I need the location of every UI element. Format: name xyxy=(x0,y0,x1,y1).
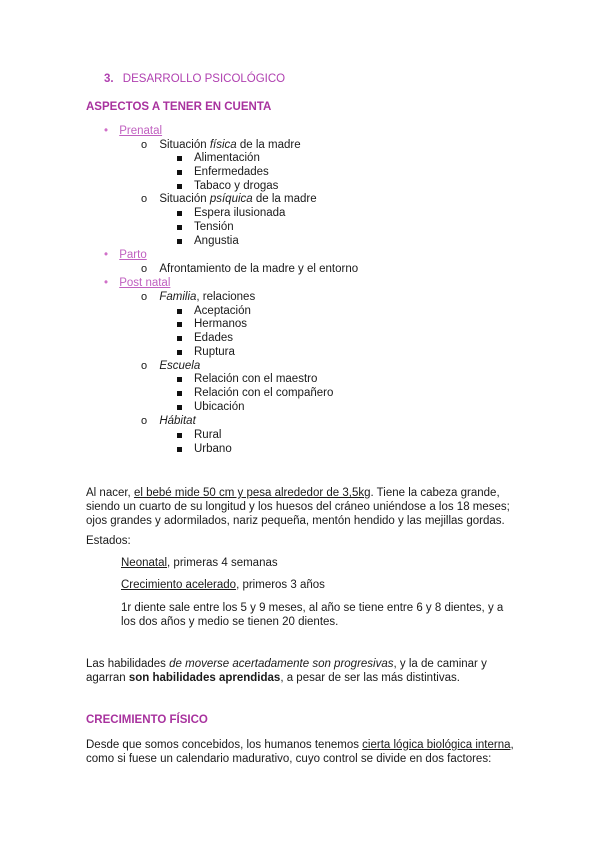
estado-dientes: 1r diente sale entre los 5 y 9 meses, al año se tiene entre 6 y 8 dientes, y a los dos años y medio se tienen 20 dientes. xyxy=(121,602,504,628)
square-bullet-icon xyxy=(177,433,182,438)
estados-label: Estados: xyxy=(86,535,131,547)
text-underlined: el bebé mide 50 cm y pesa alrededor de 3,5kg xyxy=(133,487,371,499)
section-number: 3. xyxy=(104,73,114,85)
square-bullet-icon xyxy=(177,377,182,382)
text: , primeras 4 semanas xyxy=(167,557,278,569)
text: , relaciones xyxy=(196,291,256,303)
text-underlined: Neonatal xyxy=(121,557,168,569)
square-bullet-icon xyxy=(177,322,182,327)
bullet-icon: • xyxy=(104,277,109,289)
text-italic: Familia xyxy=(159,291,197,303)
text: de la madre xyxy=(236,139,301,151)
list-item-text: Edades xyxy=(194,332,234,344)
list-item-text: Angustia xyxy=(194,235,239,247)
square-bullet-icon xyxy=(177,447,182,452)
square-bullet-icon xyxy=(177,225,182,230)
list-item-text: Espera ilusionada xyxy=(194,207,286,219)
circle-bullet-icon: o xyxy=(141,263,148,275)
text-italic: psíquica xyxy=(209,193,253,205)
bullet-icon: • xyxy=(104,125,109,137)
circle-bullet-icon: o xyxy=(141,139,148,151)
text: Afrontamiento de la madre y el entorno xyxy=(159,263,359,275)
text: , como si fuese un calendario madurativo, cuyo control se divide en dos factores: xyxy=(86,739,514,765)
list-item xyxy=(177,373,317,385)
text-bold: son habilidades aprendidas xyxy=(128,672,281,684)
square-bullet-icon xyxy=(177,350,182,355)
text-underlined: Crecimiento acelerado xyxy=(121,579,237,591)
list-item-text: Tabaco y drogas xyxy=(194,180,279,192)
circle-bullet-icon: o xyxy=(141,193,148,205)
list-item xyxy=(177,305,251,317)
estado-crecimiento xyxy=(121,579,325,591)
outline-label-prenatal: Prenatal xyxy=(119,125,163,137)
text: , primeros 3 años xyxy=(236,579,325,591)
square-bullet-icon xyxy=(177,170,182,175)
growth-heading: CRECIMIENTO FÍSICO xyxy=(86,714,208,726)
square-bullet-icon xyxy=(177,309,182,314)
square-bullet-icon xyxy=(177,211,182,216)
outline-subitem-psiquica xyxy=(141,193,317,205)
text: , a pesar de ser las más distintivas. xyxy=(280,672,460,684)
text-italic: Escuela xyxy=(159,360,201,372)
list-item-text: Rural xyxy=(194,429,222,441)
list-item xyxy=(177,180,278,192)
skills-paragraph xyxy=(86,657,526,685)
text: , y la de caminar y agarran xyxy=(86,658,487,684)
text: Las habilidades xyxy=(86,658,170,670)
text: Situación xyxy=(159,193,210,205)
section-heading xyxy=(104,73,285,85)
list-item xyxy=(177,207,285,219)
outline-subitem-escuela xyxy=(141,360,200,372)
outline-item-prenatal xyxy=(104,125,162,137)
circle-bullet-icon: o xyxy=(141,360,148,372)
list-item-text: Aceptación xyxy=(194,305,251,317)
outline-subitem-familia xyxy=(141,291,255,303)
outline-label-postnatal: Post natal xyxy=(119,277,171,289)
square-bullet-icon xyxy=(177,391,182,396)
list-item-text: Enfermedades xyxy=(194,166,269,178)
list-item-text: Hermanos xyxy=(194,318,248,330)
list-item xyxy=(177,401,245,413)
list-item xyxy=(177,387,333,399)
growth-paragraph xyxy=(86,738,526,766)
square-bullet-icon xyxy=(177,156,182,161)
outline-subitem-afrontamiento xyxy=(141,263,358,275)
outline-subitem-habitat xyxy=(141,415,196,427)
list-item-text: Urbano xyxy=(194,443,232,455)
outline-item-postnatal xyxy=(104,277,170,289)
text: Al nacer, xyxy=(86,487,134,499)
list-item xyxy=(177,346,235,358)
list-item-text: Tensión xyxy=(194,221,234,233)
text-italic: de moverse acertadamente son progresivas xyxy=(169,658,394,670)
text: Situación xyxy=(159,139,210,151)
list-item-text: Alimentación xyxy=(194,152,260,164)
list-item xyxy=(177,332,233,344)
square-bullet-icon xyxy=(177,405,182,410)
outline-label-parto: Parto xyxy=(119,249,147,261)
section-title: DESARROLLO PSICOLÓGICO xyxy=(122,73,286,85)
text: de la madre xyxy=(252,193,317,205)
list-item xyxy=(177,166,269,178)
square-bullet-icon xyxy=(177,184,182,189)
text: Desde que somos concebidos, los humanos tenemos xyxy=(86,739,363,751)
outline-subitem-fisica xyxy=(141,139,301,151)
list-item-text: Ruptura xyxy=(194,346,235,358)
circle-bullet-icon: o xyxy=(141,415,148,427)
square-bullet-icon xyxy=(177,239,182,244)
list-item xyxy=(177,443,232,455)
circle-bullet-icon: o xyxy=(141,291,148,303)
text: . Tiene la cabeza grande, siendo un cuarto de su longitud y los huesos del cráneo uniéndose a los 18 meses; ojos grandes y adormilados, nariz pequeña, mentón hendido y las mejillas gordas. xyxy=(86,487,510,527)
list-item xyxy=(177,429,221,441)
outline-item-parto xyxy=(104,249,147,261)
aspects-heading: ASPECTOS A TENER EN CUENTA xyxy=(86,101,272,113)
text-italic: Hábitat xyxy=(159,415,196,427)
list-item xyxy=(177,235,239,247)
square-bullet-icon xyxy=(177,336,182,341)
text-italic: física xyxy=(209,139,237,151)
list-item xyxy=(177,318,247,330)
list-item-text: Ubicación xyxy=(194,401,245,413)
bullet-icon: • xyxy=(104,249,109,261)
list-item-text: Relación con el maestro xyxy=(194,373,318,385)
list-item xyxy=(177,221,234,233)
list-item-text: Relación con el compañero xyxy=(194,387,334,399)
birth-paragraph xyxy=(86,486,526,528)
list-item xyxy=(177,152,260,164)
text-underlined: cierta lógica biológica interna xyxy=(362,739,511,751)
estado-neonatal xyxy=(121,557,278,569)
